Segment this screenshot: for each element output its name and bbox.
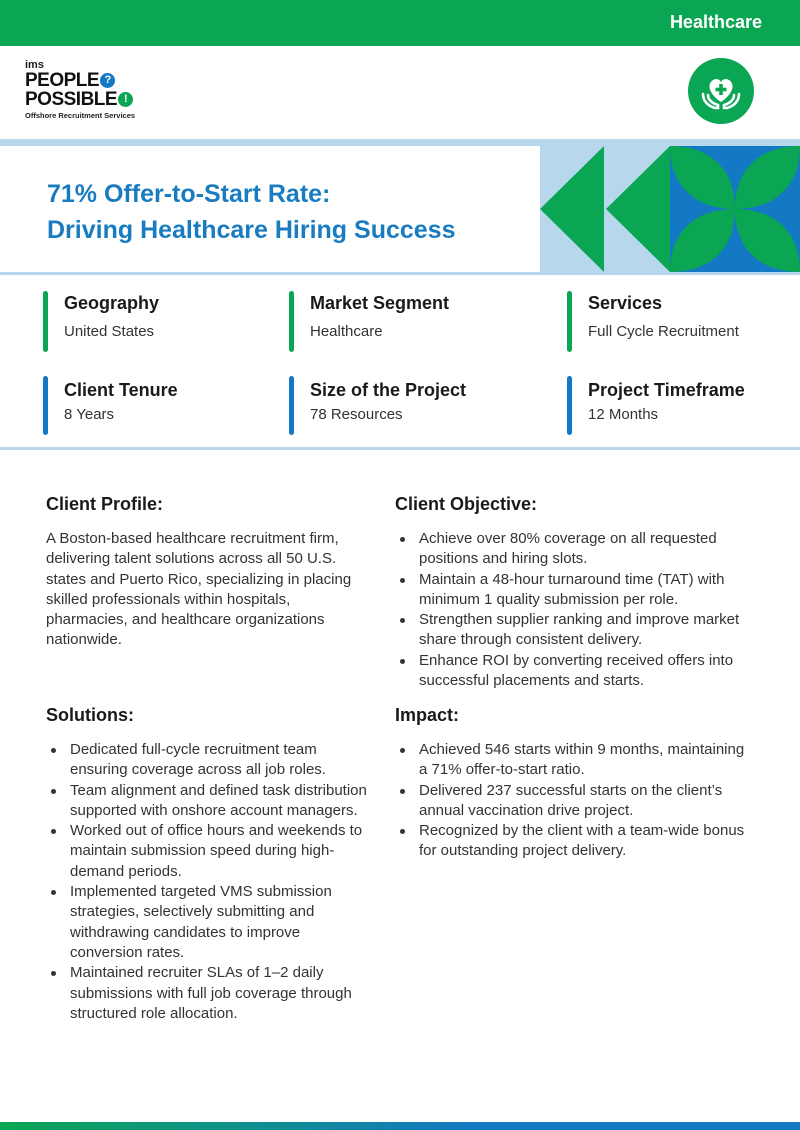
hero-bottom-divider [0,272,800,275]
info-value: Healthcare [310,323,383,340]
info-value: Full Cycle Recruitment [588,323,739,340]
impact-list [395,740,755,862]
client-profile-text: A Boston-based healthcare recruitment firm, delivering talent solutions across all 50 U.S. states and Puerto Rico, specializing in placing skilled professionals within hospitals, pharmacies, and healthcare organizations nationwide. [46,530,352,649]
info-accent-bar [567,291,572,352]
info-label: Market Segment [310,293,450,313]
info-grid-divider [0,447,800,450]
list-item: Worked out of office hours and weekends to maintain submission speed during high-demand periods. [46,821,376,882]
info-label: Client Tenure [64,380,178,400]
info-value: 12 Months [588,406,659,423]
list-item: Recognized by the client with a team-wide bonus for outstanding project delivery. [395,821,755,862]
industry-label: Healthcare [669,12,762,32]
client-profile-heading: Client Profile: [46,494,164,514]
list-item: Maintain a 48-hour turnaround time (TAT) with minimum 1 quality submission per role. [395,570,765,611]
top-banner [0,0,800,46]
list-item: Enhance ROI by converting received offers into successful placements and starts. [395,651,765,692]
logo-word-people: PEOPLE [25,70,100,91]
client-profile-section [46,494,356,651]
info-value: 78 Resources [310,406,403,423]
client-objective-list [395,529,765,691]
info-label: Services [588,293,663,313]
solutions-section [46,705,376,1024]
impact-heading: Impact: [395,705,460,725]
page-title [47,176,527,248]
list-item: Dedicated full-cycle recruitment team ensuring coverage across all job roles. [46,740,376,781]
heart-in-hands-icon [688,58,754,124]
list-item: Implemented targeted VMS submission strategies, selectively submitting and withdrawing candidates to improve conversion rates. [46,882,376,963]
solutions-list [46,740,376,1024]
page-title-line-1: 71% Offer-to-Start Rate: [47,180,331,208]
info-accent-bar [43,376,48,435]
logo-line-1 [25,71,165,90]
question-mark-icon: ? [100,73,115,88]
bottom-accent-strip [0,1122,800,1130]
company-logo [25,60,165,120]
solutions-heading: Solutions: [46,705,134,725]
info-label: Size of the Project [310,380,467,400]
list-item: Strengthen supplier ranking and improve market share through consistent delivery. [395,610,765,651]
logo-line-2 [25,90,165,109]
list-item: Achieved 546 starts within 9 months, maintaining a 71% offer-to-start ratio. [395,740,755,781]
hero-decorative-graphic [540,146,800,272]
list-item: Achieve over 80% coverage on all requested positions and hiring slots. [395,529,765,570]
client-objective-section [395,494,765,691]
exclamation-icon: ! [118,92,133,107]
info-value: 8 Years [64,406,115,423]
list-item: Maintained recruiter SLAs of 1–2 daily submissions with full job coverage through structured role allocation. [46,963,376,1024]
logo-tagline: Offshore Recruitment Services [25,111,136,120]
hero-top-divider [0,139,800,146]
impact-section [395,705,755,862]
list-item: Delivered 237 successful starts on the client’s annual vaccination drive project. [395,781,755,822]
page-title-line-2: Driving Healthcare Hiring Success [47,216,456,244]
info-label: Project Timeframe [588,380,745,400]
info-accent-bar [43,291,48,352]
info-accent-bar [567,376,572,435]
info-label: Geography [64,293,160,313]
logo-prefix: ims [25,59,44,71]
info-value: United States [64,323,155,340]
client-objective-heading: Client Objective: [395,494,538,514]
info-accent-bar [289,376,294,435]
logo-word-possible: POSSIBLE [25,89,118,110]
info-accent-bar [289,291,294,352]
list-item: Team alignment and defined task distribution supported with onshore account managers. [46,781,376,822]
